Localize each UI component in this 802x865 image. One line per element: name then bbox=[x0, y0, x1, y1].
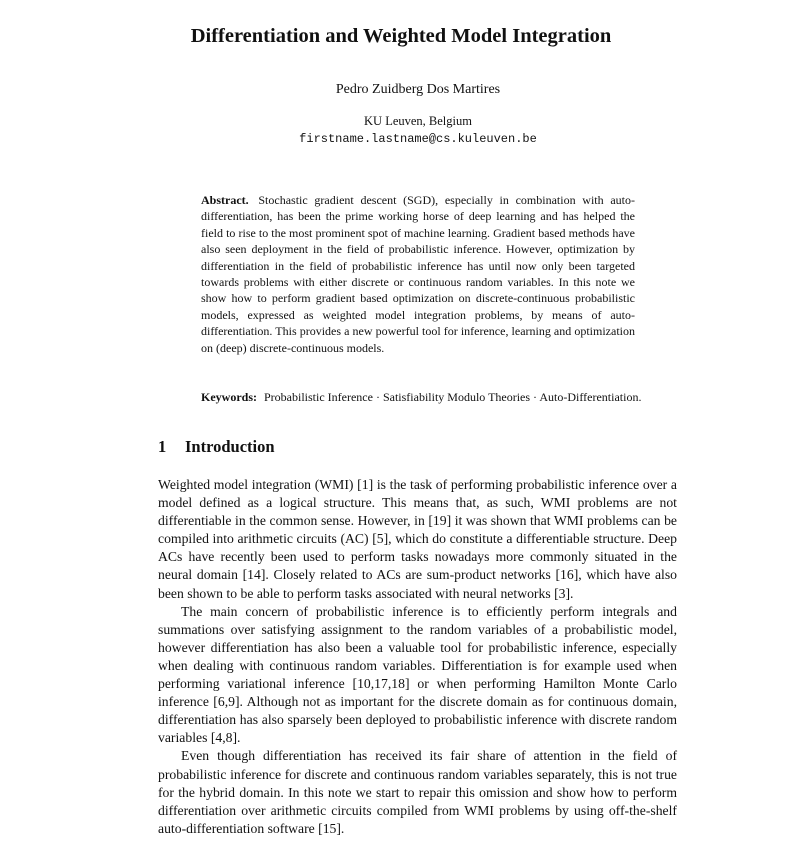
abstract bbox=[201, 192, 635, 356]
author-name: Pedro Zuidberg Dos Martires bbox=[335, 82, 501, 97]
section-heading bbox=[158, 436, 658, 458]
abstract-label: Abstract. bbox=[201, 193, 249, 207]
keywords-label: Keywords: bbox=[201, 390, 257, 404]
body-paragraph: Weighted model integration (WMI) [1] is the task of performing probabilistic inference over a model defined as a logical structure. This means that, as such, WMI problems are not differentiable in the common sense. However, in [19] it was shown that WMI problems can be compiled into arithmetic circuits (AC) [5], which do constitute a differentiable structure. Deep ACs have recently been used to perform tasks nowadays more commonly situated in the neural domain [14]. Closely related to ACs are sum-product networks [16], which have also been shown to be able to perform tasks associated with neural networks [3]. bbox=[158, 477, 677, 601]
abstract-text: Stochastic gradient descent (SGD), especially in combination with auto-differentiation, has been the prime working horse of deep learning and has helped the field to rise to the most prominent spot of machine learning. Gradient based methods have also seen deployment in the field of probabilistic inference. However, optimization by differentiation in the field of probabilistic inference has until now only been targeted towards problems with either discrete or continuous random variables. In this note we show how to perform gradient based optimization on discrete-continuous probabilistic models, expressed as weighted model integration problems, by means of auto-differentiation. This provides a new powerful tool for inference, learning and optimization on (deep) discrete-continuous models. bbox=[201, 193, 635, 355]
section-number: 1 bbox=[158, 437, 167, 456]
keywords bbox=[201, 389, 691, 405]
author-affiliation: KU Leuven, Belgium bbox=[364, 114, 472, 128]
author-email: firstname.lastname@cs.kuleuven.be bbox=[299, 132, 537, 146]
paper-title: Differentiation and Weighted Model Integration bbox=[190, 25, 612, 47]
body-paragraph: The main concern of probabilistic inference is to efficiently perform integrals and summations over satisfying assignment to the random variables of a probabilistic model, however differentiation has also been a valuable tool for probabilistic inference, especially when dealing with continuous random variables. Differentiation is for example used when performing variational inference [10,17,18] or when performing Hamilton Monte Carlo inference [6,9]. Although not as important for the discrete domain as for continuous domain, differentiation has also sparsely been deployed to probabilistic inference with discrete random variables [4,8]. bbox=[158, 603, 677, 746]
section-title: Introduction bbox=[185, 437, 275, 456]
body-paragraph: Even though differentiation has received its fair share of attention in the field of probabilistic inference for discrete and continuous random variables separately, this is not true for the hybrid domain. In this note we start to repair this omission and show how to perform differentiation over arithmetic circuits compiled from WMI problems by using off-the-shelf auto-differentiation software [15]. bbox=[158, 748, 677, 836]
keywords-text: Probabilistic Inference · Satisfiability Modulo Theories · Auto-Differentiation. bbox=[264, 390, 642, 404]
section-body bbox=[158, 476, 677, 838]
